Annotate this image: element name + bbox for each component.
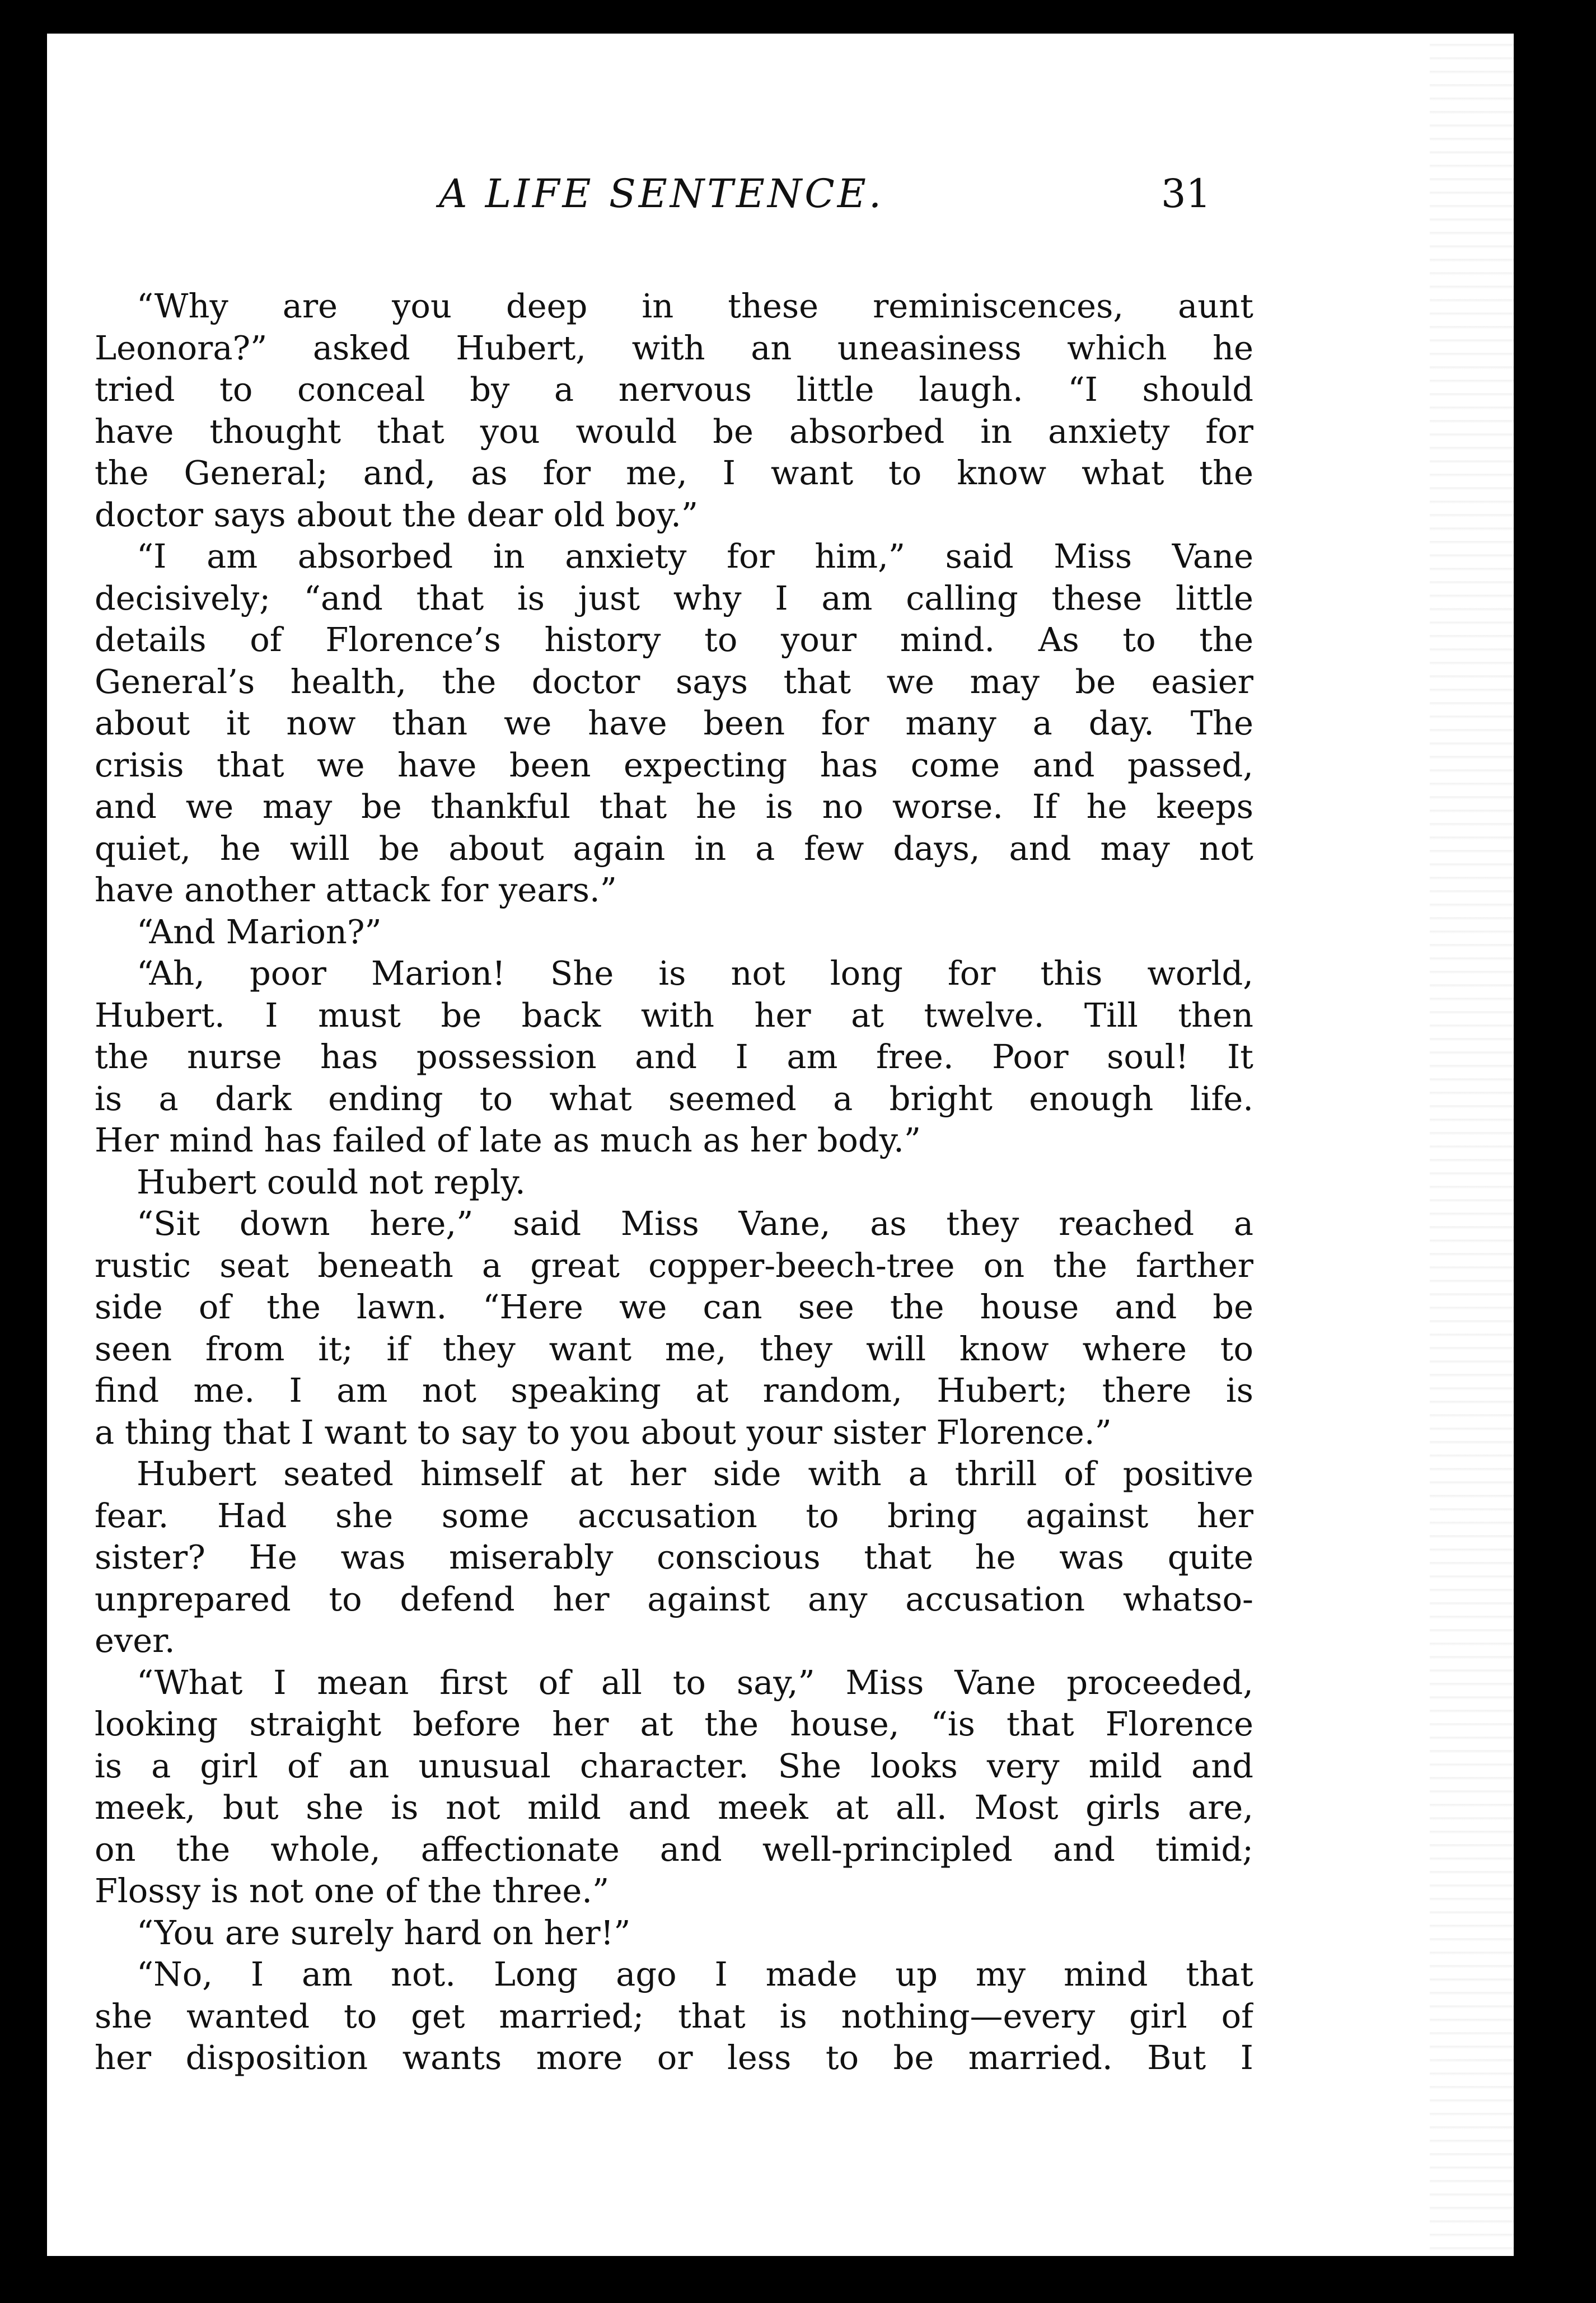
text-line: looking straight before her at the house, “is that Florence	[95, 1705, 1253, 1743]
text-line: and we may be thankful that he is no worse. If he keeps	[95, 787, 1253, 826]
text-line: ever.	[95, 1621, 175, 1660]
text-line: “No, I am not. Long ago I made up my mind that	[137, 1955, 1253, 1993]
running-title: A LIFE SENTENCE.	[439, 171, 884, 217]
text-line: her disposition wants more or less to be married. But I	[95, 2038, 1253, 2077]
text-line: on the whole, affectionate and well-principled and timid;	[95, 1829, 1253, 1869]
text-line: she wanted to get married; that is nothing—every girl of	[95, 1996, 1253, 2035]
text-line: Hubert. I must be back with her at twelve. Till then	[95, 995, 1253, 1035]
text-line: “Ah, poor Marion! She is not long for this world,	[137, 954, 1253, 993]
text-line: find me. I am not speaking at random, Hubert; there is	[95, 1371, 1253, 1410]
text-line: doctor says about the dear old boy.”	[95, 495, 699, 534]
text-line: General’s health, the doctor says that we may be easier	[95, 662, 1253, 701]
text-line: “What I mean first of all to say,” Miss Vane proceeded,	[137, 1663, 1253, 1702]
book-page	[47, 34, 1514, 2256]
text-line: about it now than we have been for many a day. The	[95, 704, 1253, 742]
page-header	[47, 171, 1514, 238]
text-line: is a dark ending to what seemed a bright enough life.	[95, 1079, 1253, 1118]
text-line: meek, but she is not mild and meek at all. Most girls are,	[95, 1788, 1253, 1827]
text-line: Hubert seated himself at her side with a thrill of positive	[137, 1454, 1253, 1493]
text-line: is a girl of an unusual character. She looks very mild and	[95, 1746, 1253, 1785]
text-line: sister? He was miserably conscious that he was quite	[95, 1538, 1253, 1576]
body-text	[95, 285, 1253, 2079]
text-line: seen from it; if they want me, they will know where to	[95, 1329, 1253, 1368]
text-line: Hubert could not reply.	[137, 1162, 526, 1201]
text-line: “Sit down here,” said Miss Vane, as they reached a	[137, 1204, 1253, 1243]
text-line: rustic seat beneath a great copper-beech-tree on the farther	[95, 1246, 1253, 1285]
text-line: fear. Had she some accusation to bring against her	[95, 1496, 1253, 1535]
text-line: “I am absorbed in anxiety for him,” said Miss Vane	[137, 537, 1253, 575]
text-line: details of Florence’s history to your mind. As to the	[95, 620, 1253, 659]
text-line: tried to conceal by a nervous little laugh. “I should	[95, 370, 1253, 409]
text-line: “You are surely hard on her!”	[137, 1913, 631, 1952]
text-line: “Why are you deep in these reminiscences, aunt	[137, 287, 1253, 325]
text-line: unprepared to defend her against any accusation whatso-	[95, 1579, 1253, 1618]
text-line: crisis that we have been expecting has come and passed,	[95, 745, 1253, 784]
text-line: have thought that you would be absorbed in anxiety for	[95, 411, 1253, 451]
text-line: the nurse has possession and I am free. Poor soul! It	[95, 1037, 1253, 1076]
text-line: “And Marion?”	[137, 912, 382, 951]
text-line: a thing that I want to say to you about your sister Florence.”	[95, 1412, 1112, 1452]
page-number: 31	[1161, 171, 1211, 217]
text-line: Her mind has failed of late as much as her body.”	[95, 1121, 921, 1159]
text-line: Leonora?” asked Hubert, with an uneasiness which he	[95, 328, 1253, 367]
text-line: the General; and, as for me, I want to know what the	[95, 453, 1253, 492]
text-line: have another attack for years.”	[95, 870, 617, 909]
text-line: decisively; “and that is just why I am calling these little	[95, 578, 1253, 617]
text-line: Flossy is not one of the three.”	[95, 1871, 610, 1910]
text-line: side of the lawn. “Here we can see the house and be	[95, 1288, 1253, 1326]
text-line: quiet, he will be about again in a few days, and may not	[95, 828, 1253, 868]
